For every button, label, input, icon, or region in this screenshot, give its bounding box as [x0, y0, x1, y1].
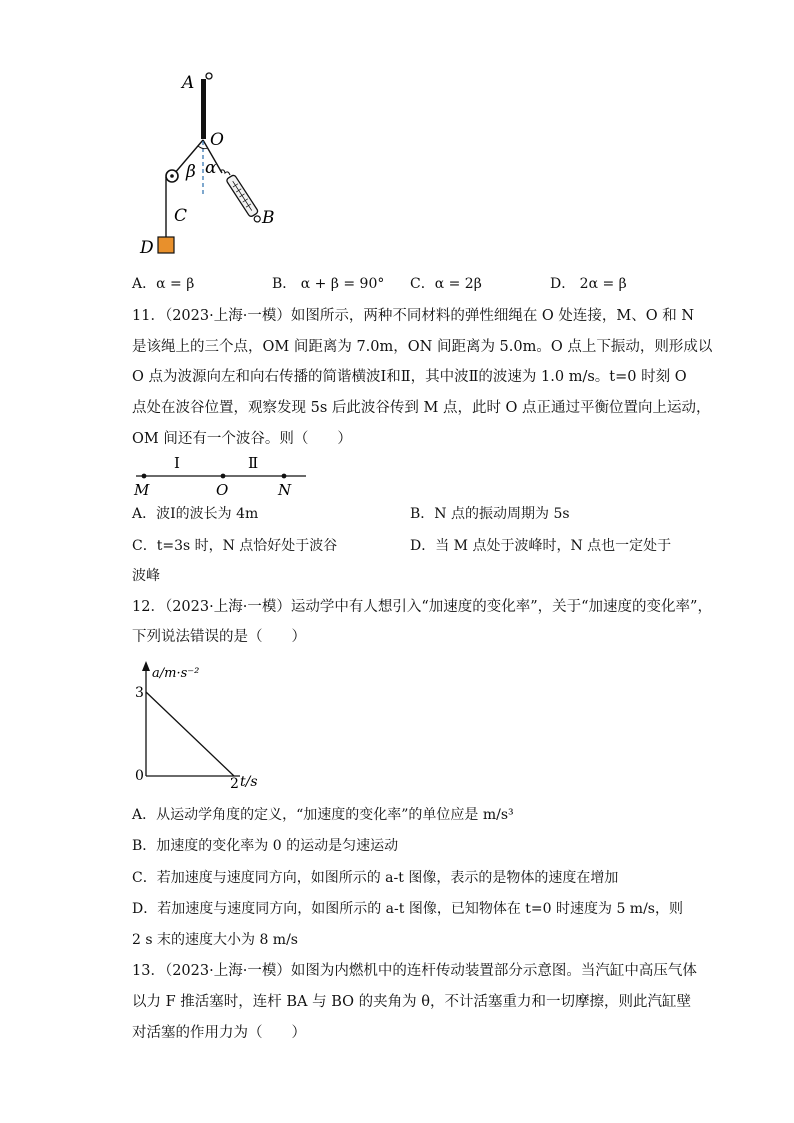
- y-axis-label: a/m·s⁻²: [152, 666, 200, 681]
- y-axis-arrow-icon: [142, 661, 150, 671]
- point-n: [282, 474, 287, 479]
- q11-stem-line-4: 点处在波谷位置，观察发现 5s 后此波谷传到 M 点，此时 O 点正通过平衡位置向上运动，: [132, 400, 711, 416]
- q13-stem-line-2: 以力 F 推活塞时，连杆 BA 与 BO 的夹角为 θ，不计活塞重力和一切摩擦，则此汽缸壁: [132, 994, 691, 1010]
- q11-option-d-continued: 波峰: [132, 568, 160, 584]
- label-wave-i: Ⅰ: [174, 454, 180, 472]
- q10-option-b: B． α + β = 90°: [272, 276, 385, 292]
- label-a: A: [182, 73, 195, 93]
- pivot-a-icon: [206, 73, 212, 79]
- q11-option-c: C．t=3s 时，N 点恰好处于波谷: [132, 538, 338, 554]
- label-o: O: [216, 481, 229, 499]
- q12-stem-line-1: 12．（2023·上海·一模）运动学中有人想引入“加速度的变化率”，关于“加速度的变化率”，: [132, 599, 712, 615]
- q11-option-a: A．波Ⅰ的波长为 4m: [132, 506, 259, 522]
- label-n: N: [278, 481, 292, 499]
- q10-force-diagram: [130, 65, 290, 265]
- label-m: M: [134, 481, 150, 499]
- q10-option-a: A．α = β: [132, 276, 195, 292]
- q12-at-graph: [130, 660, 280, 792]
- label-c: C: [174, 206, 188, 226]
- point-m: [142, 474, 147, 479]
- q12-option-d-continued: 2 s 末的速度大小为 8 m/s: [132, 932, 298, 948]
- graph-line: [146, 692, 234, 776]
- label-wave-ii: Ⅱ: [248, 454, 259, 472]
- label-alpha: α: [205, 158, 217, 178]
- y-tick-3: 3: [135, 685, 144, 701]
- q11-option-b: B．N 点的振动周期为 5s: [410, 506, 570, 522]
- spring-balance-icon: [226, 174, 263, 224]
- label-o: O: [210, 130, 224, 150]
- block-d: [158, 237, 174, 253]
- origin-label: 0: [135, 768, 144, 784]
- point-o: [221, 474, 226, 479]
- q11-stem-line-2: 是该绳上的三个点，OM 间距离为 7.0m，ON 间距离为 5.0m。O 点上下振动，则形成以: [132, 339, 713, 355]
- label-b: B: [262, 208, 275, 228]
- q12-option-c: C．若加速度与速度同方向，如图所示的 a-t 图像，表示的是物体的速度在增加: [132, 870, 619, 886]
- q12-stem-line-2: 下列说法错误的是（ ）: [132, 629, 306, 645]
- label-beta: β: [186, 162, 196, 182]
- q11-stem-line-3: O 点为波源向左和向右传播的简谐横波Ⅰ和Ⅱ，其中波Ⅱ的波速为 1.0 m/s。t=0 时刻 O: [132, 369, 687, 385]
- q11-stem-line-5: OM 间还有一个波谷。则（ ）: [132, 431, 352, 447]
- q12-option-b: B．加速度的变化率为 0 的运动是匀速运动: [132, 838, 399, 854]
- x-axis-label: t/s: [240, 774, 258, 790]
- q11-option-d: D．当 M 点处于波峰时，N 点也一定处于: [410, 538, 672, 554]
- q12-option-a: A．从运动学角度的定义，“加速度的变化率”的单位应是 m/s³: [132, 807, 514, 823]
- q12-option-d: D．若加速度与速度同方向，如图所示的 a-t 图像，已知物体在 t=0 时速度为 5 m/s，则: [132, 901, 683, 917]
- q10-option-c: C．α = 2β: [410, 276, 482, 292]
- q10-option-d: D． 2α = β: [550, 276, 627, 292]
- q11-rope-diagram: [128, 452, 318, 500]
- q11-stem-line-1: 11．（2023·上海·一模）如图所示，两种不同材料的弹性细绳在 O 处连接，M、O 和 N: [132, 308, 695, 324]
- x-tick-2: 2: [230, 776, 239, 792]
- q13-stem-line-3: 对活塞的作用力为（ ）: [132, 1025, 306, 1041]
- label-d: D: [140, 238, 154, 258]
- rod-ao: [201, 79, 206, 139]
- q13-stem-line-1: 13．（2023·上海·一模）如图为内燃机中的连杆传动装置部分示意图。当汽缸中高压气体: [132, 963, 697, 979]
